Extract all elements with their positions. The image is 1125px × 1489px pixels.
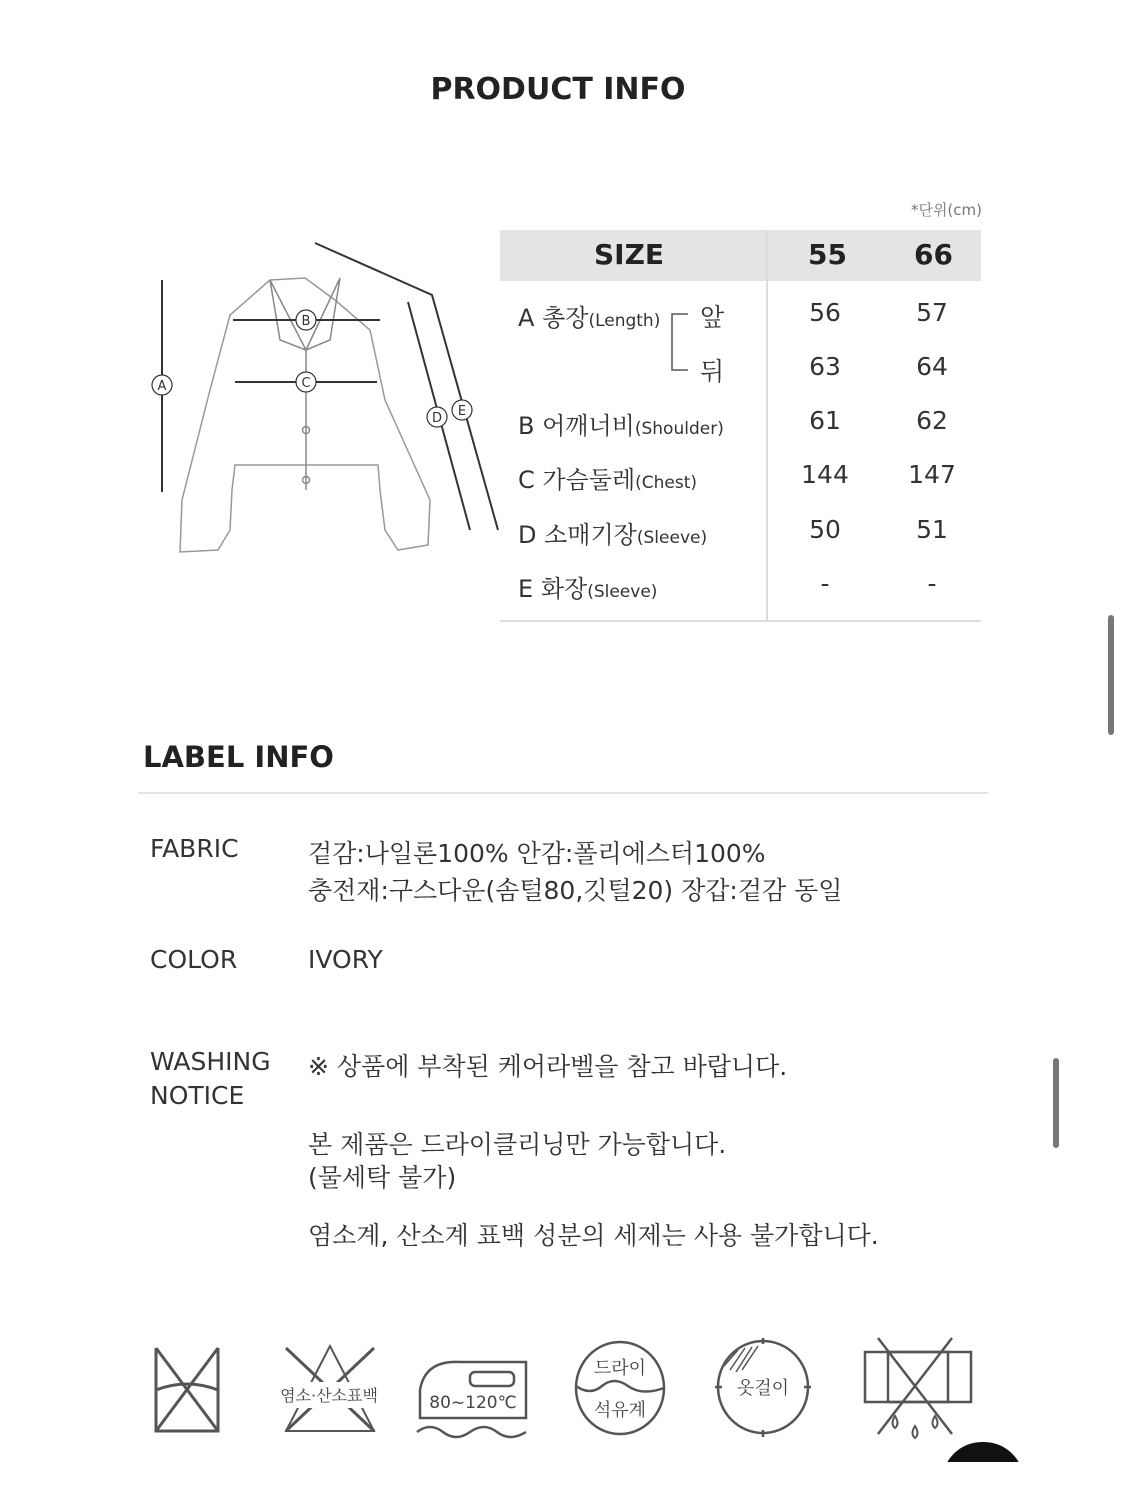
scrollbar-inner[interactable] <box>1053 1058 1059 1148</box>
floating-button[interactable] <box>942 1442 1024 1482</box>
svg-text:옷걸이: 옷걸이 <box>736 1378 790 1399</box>
table-row-length: A 총장(Length) <box>518 304 661 332</box>
marker-a: A <box>157 379 167 394</box>
cell: 64 <box>916 352 948 381</box>
unit-note: *단위(cm) <box>910 201 982 219</box>
size-55-header: 55 <box>808 238 847 271</box>
cell: 50 <box>809 515 841 544</box>
cell: 144 <box>801 460 849 489</box>
washing-line: 본 제품은 드라이클리닝만 가능합니다. <box>308 1130 727 1159</box>
cell: 61 <box>809 406 841 435</box>
page-title: PRODUCT INFO <box>430 72 686 107</box>
cell: 63 <box>809 352 841 381</box>
cell: 56 <box>809 298 841 327</box>
no-bleach-icon <box>270 1346 388 1431</box>
dry-clean-icon <box>576 1342 664 1434</box>
table-row-sleeve-e: E 화장(Sleeve) <box>518 575 658 603</box>
marker-d: D <box>431 411 443 426</box>
marker-c: C <box>301 376 311 391</box>
bracket-icon <box>668 312 690 374</box>
label-info-heading: LABEL INFO <box>143 740 334 774</box>
table-row-chest: C 가슴둘레(Chest) <box>518 466 698 494</box>
size-table-header <box>500 230 981 281</box>
svg-text:드라이: 드라이 <box>593 1358 647 1379</box>
svg-text:석유계: 석유계 <box>593 1400 647 1421</box>
table-bottom-line <box>500 620 981 622</box>
table-row-sleeve: D 소매기장(Sleeve) <box>518 521 708 549</box>
scrollbar[interactable] <box>1108 615 1114 735</box>
washing-line: (물세탁 불가) <box>308 1163 457 1192</box>
size-header-label: SIZE <box>594 238 665 271</box>
front-label: 앞 <box>700 303 725 332</box>
table-row-shoulder: B 어깨너비(Shoulder) <box>518 412 724 440</box>
washing-label: WASHING <box>150 1047 271 1076</box>
color-value: IVORY <box>308 945 383 974</box>
iron-icon <box>417 1362 526 1437</box>
hang-dry-icon <box>715 1338 811 1437</box>
svg-text:염소·산소표백: 염소·산소표백 <box>280 1386 378 1405</box>
jacket-diagram <box>140 230 510 570</box>
svg-text:80~120℃: 80~120℃ <box>429 1393 517 1413</box>
divider <box>138 792 988 794</box>
marker-b: B <box>301 314 311 329</box>
cell: 51 <box>916 515 948 544</box>
cell: - <box>927 569 937 598</box>
cell: 57 <box>916 298 948 327</box>
fabric-line: 충전재:구스다운(솜털80,깃털20) 장갑:겉감 동일 <box>308 876 843 905</box>
no-wash-icon <box>156 1348 218 1431</box>
cell: - <box>820 569 830 598</box>
no-tumble-icon <box>865 1338 971 1438</box>
table-divider <box>766 230 768 621</box>
washing-line: 염소계, 산소계 표백 성분의 세제는 사용 불가합니다. <box>308 1221 879 1250</box>
fabric-line: 겉감:나일론100% 안감:폴리에스터100% <box>308 839 766 868</box>
notice-label: NOTICE <box>150 1081 245 1110</box>
back-label: 뒤 <box>700 357 725 386</box>
cell: 62 <box>916 406 948 435</box>
size-66-header: 66 <box>914 238 953 271</box>
washing-line: ※ 상품에 부착된 케어라벨을 참고 바랍니다. <box>308 1052 788 1081</box>
color-label: COLOR <box>150 945 238 974</box>
fabric-label: FABRIC <box>150 834 239 863</box>
cell: 147 <box>908 460 956 489</box>
marker-e: E <box>457 404 467 419</box>
